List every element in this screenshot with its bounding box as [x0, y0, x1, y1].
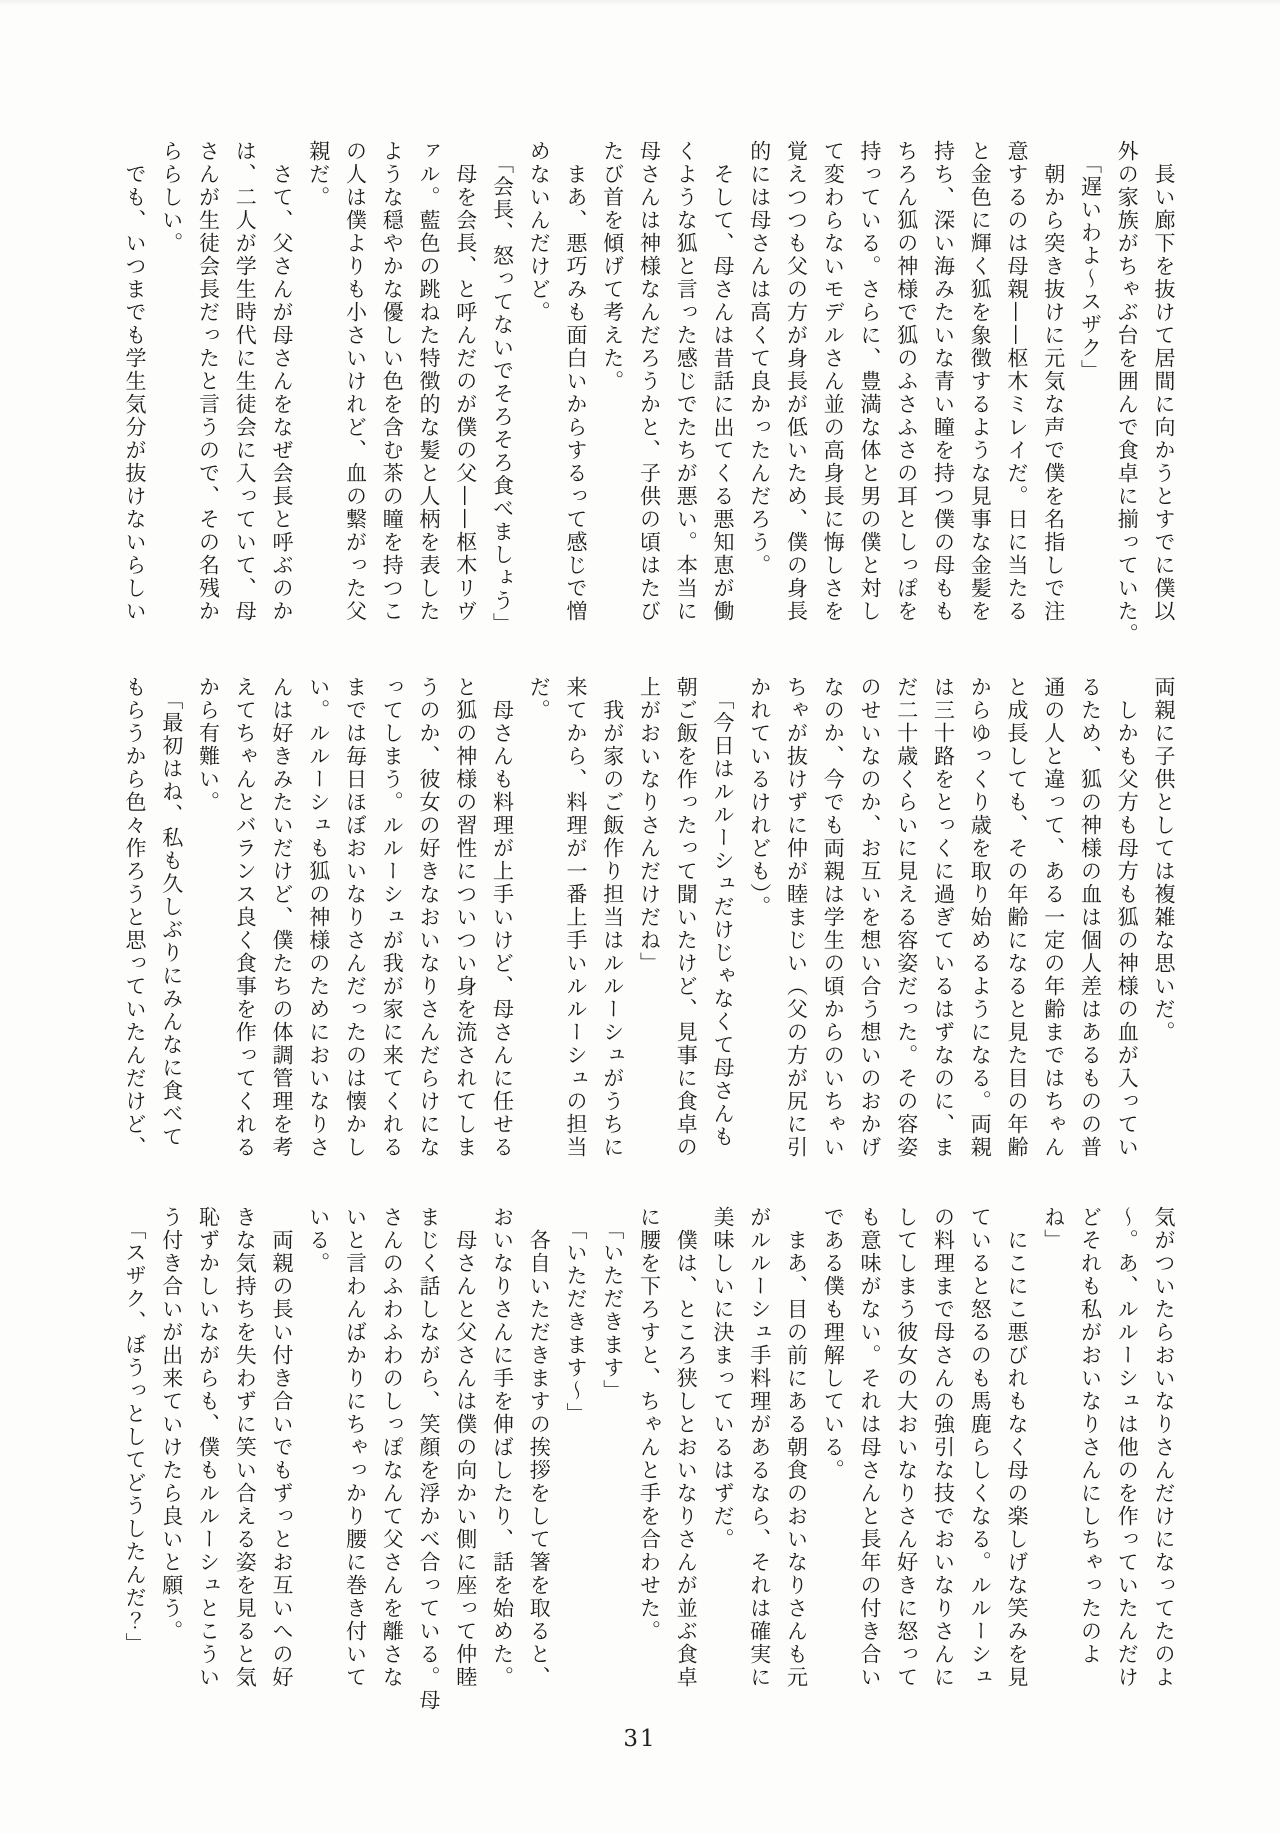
text-column: 両親の長い付き合いでもずっとお互いへの好 [270, 1206, 294, 1689]
text-column: 的には母さんは高くて良かったんだろう。 [747, 140, 772, 577]
text-column: からゆっくり歳を取り始めるようになる。両親 [968, 676, 993, 1159]
text-column: 「遅いわよ〜スザク」 [1078, 140, 1103, 383]
text-column: 「いただきます」 [600, 1206, 625, 1403]
text-column: 母さんと父さんは僕の向かい側に座って仲睦 [453, 1206, 478, 1689]
text-column: も意味がない。それは母さんと長年の付き合い [858, 1206, 882, 1689]
text-column: のせいなのか、お互いを想い合う想いのおかげ [858, 676, 882, 1159]
text-column: えてちゃんとバランス良く食事を作ってくれる [233, 676, 258, 1159]
text-column: 母を会長、と呼んだのが僕の父——枢木リヴ [453, 140, 478, 623]
text-column: 持っている。さらに、豊満な体と男の僕と対し [858, 140, 882, 623]
text-column: て変わらないモデルさん並の高身長に悔しさを [821, 140, 846, 623]
text-column: 恥ずかしいながらも、僕もルルーシュとこうい [196, 1206, 221, 1689]
text-column: しかも父方も母方も狐の神様の血が入ってい [1115, 676, 1140, 1159]
text-column: ってしまう。ルルーシュが我が家に来てくれる [380, 676, 405, 1159]
text-column: めないんだけど。 [527, 140, 552, 324]
text-column: までは毎日ほぼおいなりさんだったのは懐かし [343, 676, 368, 1159]
text-column: 「いただきます〜」 [564, 1206, 588, 1426]
text-column: にこにこ悪びれもなく母の楽しげな笑みを見 [1005, 1206, 1029, 1689]
text-column: かれているけれども）。 [747, 676, 772, 919]
text-column: だ。 [527, 676, 552, 722]
text-column: まあ、目の前にある朝食のおいなりさんも元 [784, 1206, 809, 1689]
text-column: 外の家族がちゃぶ台を囲んで食卓に揃っていた。 [1115, 140, 1140, 646]
scan-edge-shading [0, 0, 1280, 6]
text-column: 長い廊下を抜けて居間に向かうとすでに僕以 [1152, 140, 1176, 623]
text-column: は、二人が学生時代に生徒会に入っていて、母 [233, 140, 258, 623]
text-column: ららしい。 [159, 140, 184, 255]
text-column: ような穏やかな優しい色を含む茶の瞳を持つこ [380, 140, 405, 623]
text-column: おいなりさんに手を伸ばしたり、話を始めた。 [490, 1206, 515, 1689]
text-column: 「最初はね、私も久しぶりにみんなに食べて [159, 676, 184, 1149]
text-column: 通の人と違って、ある一定の年齢まではちゃん [1041, 676, 1066, 1159]
text-block-top [116, 140, 1182, 652]
text-column: 美味しいに決まっているはずだ。 [711, 1206, 735, 1551]
text-column: 我が家のご飯作り担当はルルーシュがうちに [600, 676, 625, 1159]
text-column: るため、狐の神様の血は個人差はあるものの普 [1078, 676, 1103, 1159]
text-column: 「会長、怒ってないでそろそろ食べましょう」 [490, 140, 515, 636]
text-column: してしまう彼女の大おいなりさん好きに怒って [894, 1206, 919, 1689]
text-column: 〜。あ、ルルーシュは他のを作っていたんだけ [1115, 1206, 1140, 1689]
text-column: ちゃが抜けずに仲が睦まじい（父の方が尻に引 [784, 676, 809, 1159]
text-column: 朝から突き抜けに元気な声で僕を名指しで注 [1041, 140, 1066, 623]
text-column: くような狐と言った感じでたちが悪い。本当に [674, 140, 699, 623]
text-column: に腰を下ろすと、ちゃんと手を合わせた。 [637, 1206, 662, 1643]
text-column: ていると怒るのも馬鹿らしくなる。ルルーシュ [968, 1206, 993, 1689]
text-column: 持ち、深い海みたいな青い瞳を持つ僕の母もも [931, 140, 956, 623]
text-column: 母さんも料理が上手いけど、母さんに任せる [490, 676, 515, 1159]
text-column: ね」 [1041, 1206, 1066, 1252]
text-column: の料理まで母さんの強引な技でおいなりさんに [931, 1206, 956, 1689]
text-column: から有難い。 [196, 676, 221, 814]
text-column: でも、いつまでも学生気分が抜けないらしい [123, 140, 147, 623]
text-block-middle [116, 676, 1182, 1188]
text-column: ちろん狐の神様で狐のふさふさの耳としっぽを [894, 140, 919, 623]
text-column: と狐の神様の習性についつい身を流されてしま [453, 676, 478, 1159]
text-column: いと言わんばかりにちゃっかり腰に巻き付いて [343, 1206, 368, 1689]
text-column: ァル。藍色の跳ねた特徴的な髪と人柄を表した [417, 140, 441, 623]
text-column: 親だ。 [306, 140, 331, 209]
text-column: たび首を傾げて考えた。 [600, 140, 625, 393]
text-column: 意するのは母親——枢木ミレイだ。日に当たる [1005, 140, 1029, 623]
text-column: 「今日はルルーシュだけじゃなくて母さんも [711, 676, 735, 1149]
text-column: まじく話しながら、笑顔を浮かべ合っている。母 [417, 1206, 441, 1712]
text-column: 覚えつつも父の方が身長が低いため、僕の身長 [784, 140, 809, 623]
text-column: そして、母さんは昔話に出てくる悪知恵が働 [711, 140, 735, 623]
text-column: 両親に子供としては複雑な思いだ。 [1152, 676, 1176, 1044]
text-block-bottom [116, 1206, 1182, 1718]
text-column: だ二十歳くらいに見える容姿だった。その容姿 [894, 676, 919, 1159]
text-column: さて、父さんが母さんをなぜ会長と呼ぶのか [270, 140, 294, 623]
text-column: 上がおいなりさんだけだね」 [637, 676, 662, 975]
text-column: は三十路をとっくに過ぎているはずなのに、ま [931, 676, 956, 1159]
text-column: 母さんは神様なんだろうかと、子供の頃はたび [637, 140, 662, 623]
text-column: がルルーシュ手料理があるなら、それは確実に [747, 1206, 772, 1689]
text-column: である僕も理解している。 [821, 1206, 846, 1482]
page-number: 31 [623, 1726, 657, 1752]
text-column: まあ、悪巧みも面白いからするって感じで憎 [564, 140, 588, 623]
text-column: 「スザク、ぼうっとしてどうしたんだ？」 [123, 1206, 147, 1656]
text-column: う付き合いが出来ていけたら良いと願う。 [159, 1206, 184, 1643]
text-column: さんが生徒会長だったと言うので、その名残か [196, 140, 221, 623]
text-column: んは好きみたいだけど、僕たちの体調管理を考 [270, 676, 294, 1159]
text-column: と成長しても、その年齢になると見た目の年齢 [1005, 676, 1029, 1159]
text-column: もらうから色々作ろうと思っていたんだけど、 [123, 676, 147, 1159]
text-column: い。ルルーシュも狐の神様のためにおいなりさ [306, 676, 331, 1159]
text-column: 僕は、ところ狭しとおいなりさんが並ぶ食卓 [674, 1206, 699, 1689]
text-column: いる。 [306, 1206, 331, 1275]
text-column: の人は僕よりも小さいけれど、血の繋がった父 [343, 140, 368, 623]
text-column: さんのふわふわのしっぽなんて父さんを離さな [380, 1206, 405, 1689]
text-column: きな気持ちを失わずに笑い合える姿を見ると気 [233, 1206, 258, 1689]
text-column: と金色に輝く狐を象徴するような見事な金髪を [968, 140, 993, 623]
text-column: どそれも私がおいなりさんにしちゃったのよ [1078, 1206, 1103, 1666]
text-column: 来てから、料理が一番上手いルルーシュの担当 [564, 676, 588, 1159]
text-column: うのか、彼女の好きなおいなりさんだらけにな [417, 676, 441, 1159]
text-column: 朝ご飯を作ったって聞いたけど、見事に食卓の [674, 676, 699, 1159]
text-column: 各自いただきますの挨拶をして箸を取ると、 [527, 1206, 552, 1689]
text-column: なのか、今でも両親は学生の頃からのいちゃい [821, 676, 846, 1159]
text-column: 気がついたらおいなりさんだけになってたのよ [1152, 1206, 1176, 1689]
